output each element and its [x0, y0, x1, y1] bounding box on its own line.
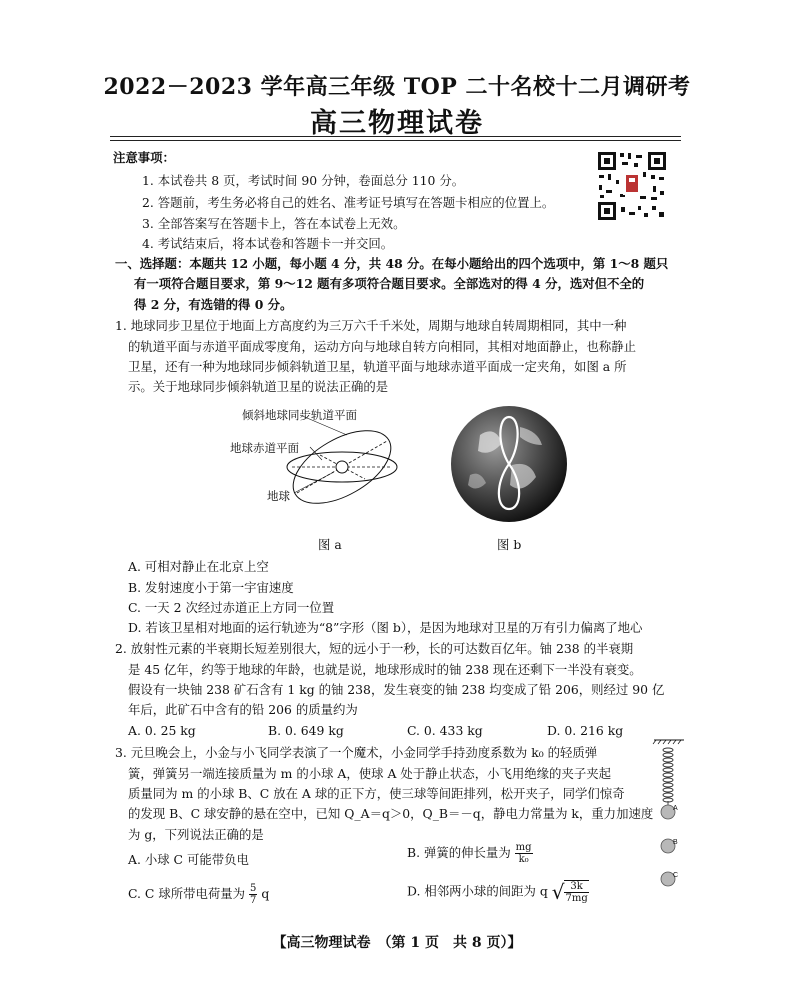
header-rule-bottom	[110, 140, 681, 141]
question-text: 是 45 亿年，约等于地球的年龄，也就是说，地球形成时的铀 238 现在还剩下一半没有衰变。	[128, 662, 642, 677]
option-d	[407, 880, 589, 904]
option-c-suffix: q	[261, 886, 270, 901]
notes-item: 2. 答题前，考生务必将自己的姓名、准考证号填写在答题卡相应的位置上。	[142, 195, 555, 210]
option-b-fraction	[515, 842, 533, 865]
section-instruction: 有一项符合题目要求，第 9～12 题有多项符合题目要求。全部选对的得 4 分，选对但不全的	[134, 276, 645, 291]
question-text: 年后，此矿石中含有的铅 206 的质量约为	[128, 702, 358, 717]
fig-a-label-inclined: 倾斜地球同步轨道平面	[242, 408, 357, 422]
option-c: C. 一天 2 次经过赤道正上方同一位置	[128, 600, 335, 615]
option-b: B. 0. 649 kg	[268, 723, 344, 738]
section-instruction: 得 2 分，有选错的得 0 分。	[134, 297, 293, 312]
option-b	[407, 842, 533, 865]
option-d-prefix: D. 相邻两小球的间距为 q	[407, 883, 548, 899]
option-b-prefix: B. 弹簧的伸长量为	[407, 845, 511, 860]
question-text: 示。关于地球同步倾斜轨道卫星的说法正确的是	[128, 379, 389, 394]
fraction-denominator: 7mg	[565, 893, 588, 904]
question-text: 假设有一块铀 238 矿石含有 1 kg 的铀 238，发生衰变的铀 238 均变成了铅 206，则经过 90 亿	[128, 682, 665, 697]
sqrt-symbol: √	[551, 880, 565, 904]
option-c-fraction	[249, 883, 257, 906]
section-instruction: 一、选择题：本题共 12 小题，每小题 4 分，共 48 分。在每小题给出的四个选项中，第 1～8 题只	[115, 256, 669, 271]
ball-label-c: C	[673, 872, 679, 879]
header-rule-top	[110, 136, 681, 137]
question-text: 3. 元旦晚会上，小金与小飞同学表演了一个魔术，小金同学手持劲度系数为 k₀ 的轻质弹	[115, 745, 598, 760]
question-text: 为 g，下列说法正确的是	[128, 827, 264, 842]
question-text: 质量同为 m 的小球 B、C 放在 A 球的正下方，使三球等间距排列，松开夹子，同学们惊奇	[128, 786, 625, 801]
fig-b-caption: 图 b	[497, 537, 522, 552]
question-text: 的发现 B、C 球安静的悬在空中，已知 Q_A＝q＞0，Q_B＝－q，静电力常量为 k，重力加速度	[128, 806, 654, 821]
exam-title: 2022－2023 学年高三年级 TOP 二十名校十二月调研考	[103, 74, 691, 100]
option-c: C. 0. 433 kg	[407, 723, 483, 738]
option-a: A. 0. 25 kg	[128, 723, 196, 738]
notes-heading: 注意事项：	[113, 150, 175, 165]
option-a: A. 小球 C 可能带负电	[128, 852, 249, 867]
fraction-numerator: 5	[250, 883, 257, 894]
notes-item: 1. 本试卷共 8 页，考试时间 90 分钟，卷面总分 110 分。	[142, 173, 465, 188]
notes-item: 3. 全部答案写在答题卡上，答在本试卷上无效。	[142, 216, 406, 231]
page-footer: 【高三物理试卷 （第 1 页 共 8 页）】	[272, 935, 522, 951]
fraction-denominator: 7	[250, 895, 257, 906]
exam-subject-title: 高三物理试卷	[310, 108, 484, 139]
notes-item: 4. 考试结束后，将本试卷和答题卡一并交回。	[142, 236, 394, 251]
question-text: 簧，弹簧另一端连接质量为 m 的小球 A，使球 A 处于静止状态，小飞用绝缘的夹子夹起	[128, 766, 612, 781]
option-d: D. 0. 216 kg	[547, 723, 624, 738]
question-text: 1. 地球同步卫星位于地面上方高度约为三万六千千米处，周期与地球自转周期相同，其中一种	[115, 318, 627, 333]
option-a: A. 可相对静止在北京上空	[128, 559, 269, 574]
question-text: 2. 放射性元素的半衰期长短差别很大，短的远小于一秒，长的可达数百亿年。铀 238 的半衰期	[115, 641, 634, 656]
fig-a-label-equator: 地球赤道平面	[230, 441, 299, 455]
question-text: 卫星，还有一种为地球同步倾斜轨道卫星，轨道平面与地球赤道平面成一定夹角，如图 a 所	[128, 359, 627, 374]
fig-a-caption: 图 a	[318, 537, 342, 552]
spring-balls-figure	[650, 738, 690, 888]
option-d-fraction	[564, 880, 588, 904]
option-b: B. 发射速度小于第一宇宙速度	[128, 580, 294, 595]
fraction-numerator: 3k	[564, 881, 588, 893]
question-text: 的轨道平面与赤道平面成零度角，运动方向与地球自转方向相同，其相对地面静止，也称静止	[128, 339, 637, 354]
option-c-prefix: C. C 球所带电荷量为	[128, 886, 246, 901]
qr-code	[596, 150, 668, 222]
fraction-denominator: k₀	[518, 854, 529, 865]
fraction-numerator: mg	[515, 842, 532, 853]
fig-a-label-earth: 地球	[267, 489, 290, 503]
ball-label-b: B	[673, 839, 678, 846]
figure-b-earth-photo	[450, 405, 568, 523]
option-c	[128, 883, 269, 906]
option-d: D. 若该卫星相对地面的运行轨迹为“8”字形（图 b），是因为地球对卫星的万有引力偏离了地心	[128, 620, 643, 635]
ball-label-a: A	[673, 805, 678, 812]
